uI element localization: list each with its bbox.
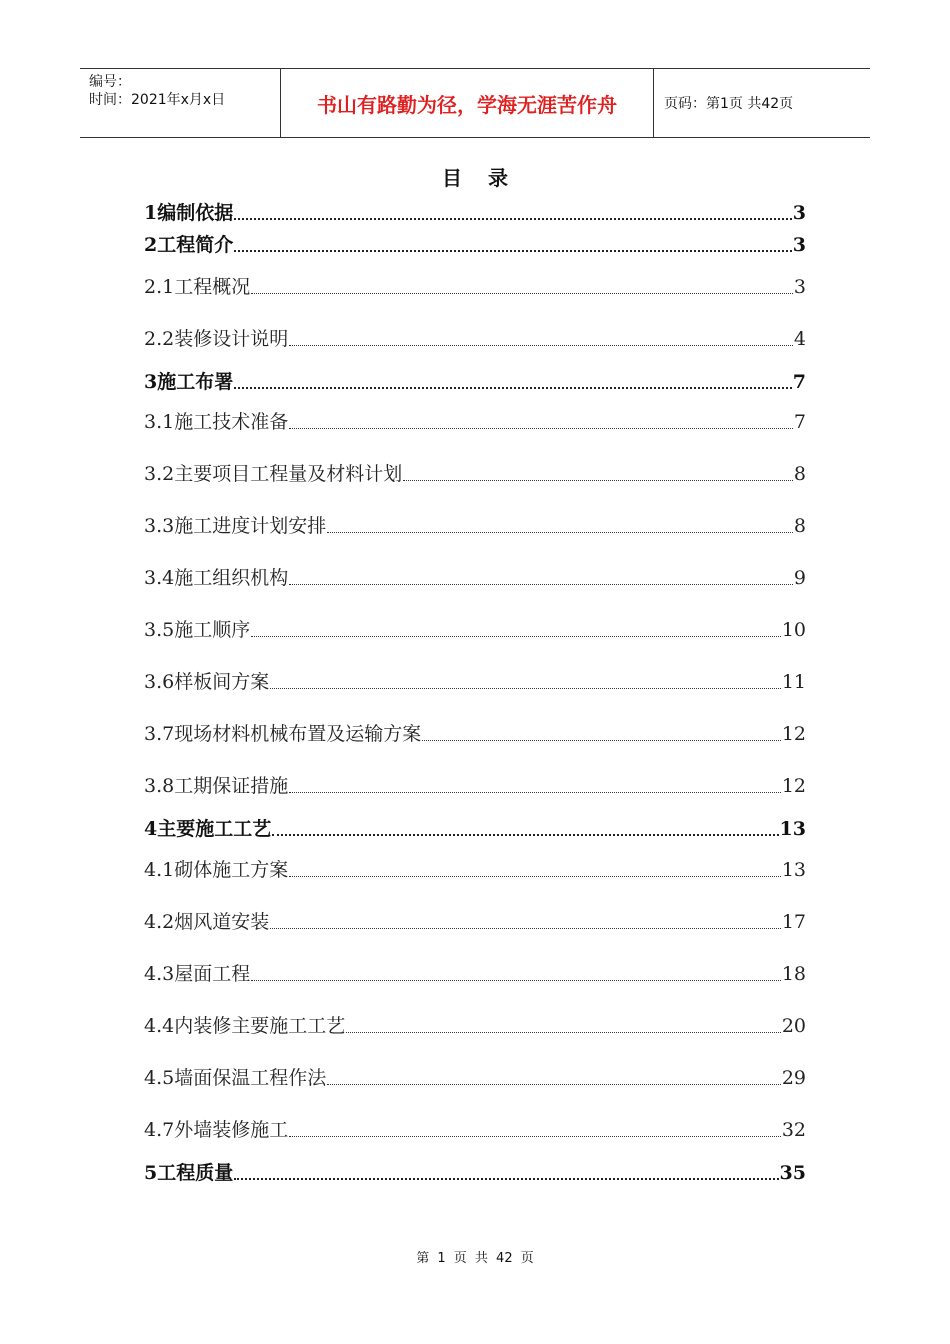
page-footer: 第 1 页 共 42 页	[416, 1251, 534, 1266]
toc-entry[interactable]	[144, 563, 806, 590]
toc-entry-label: 1编制依据	[144, 202, 234, 224]
toc-leader-dots	[403, 480, 793, 481]
toc-entry-page: 3	[792, 234, 806, 256]
page-header	[80, 68, 870, 138]
toc-leader-dots	[289, 584, 793, 585]
toc-entry-page: 3	[792, 202, 806, 224]
toc-entry-page: 35	[779, 1162, 806, 1184]
toc-entry[interactable]	[144, 907, 806, 934]
toc-entry[interactable]	[144, 459, 806, 486]
toc-leader-dots	[272, 834, 778, 836]
time-label: 时间：2021年x月x日	[89, 92, 226, 108]
toc-entry-page: 13	[779, 818, 806, 840]
toc-leader-dots	[327, 532, 793, 533]
toc-entry-page: 11	[781, 671, 806, 693]
toc-entry-label: 4主要施工工艺	[144, 818, 272, 840]
toc-entry-label: 2工程简介	[144, 234, 234, 256]
toc-entry[interactable]	[144, 511, 806, 538]
toc-entry-page: 17	[781, 911, 806, 933]
toc-leader-dots	[270, 688, 781, 689]
toc-entry[interactable]	[144, 324, 806, 351]
toc-entry-label: 3.2主要项目工程量及材料计划	[144, 463, 403, 485]
toc-entry-page: 4	[793, 328, 806, 350]
toc-leader-dots	[251, 293, 793, 294]
toc-entry-label: 3施工布署	[144, 371, 234, 393]
toc-entry[interactable]	[144, 198, 806, 225]
toc-leader-dots	[251, 636, 781, 637]
toc-leader-dots	[289, 792, 781, 793]
toc-leader-dots	[289, 876, 781, 877]
toc-entry[interactable]	[144, 959, 806, 986]
toc-leader-dots	[289, 428, 793, 429]
toc-leader-dots	[327, 1084, 781, 1085]
toc-leader-dots	[270, 928, 781, 929]
toc-leader-dots	[346, 1032, 781, 1033]
toc-entry-label: 4.4内装修主要施工工艺	[144, 1015, 346, 1037]
toc-entry-page: 8	[793, 463, 806, 485]
toc-entry[interactable]	[144, 367, 806, 394]
toc-entry[interactable]	[144, 407, 806, 434]
toc-leader-dots	[289, 345, 793, 346]
code-label: 编号：	[89, 74, 131, 90]
toc-entry-label: 3.3施工进度计划安排	[144, 515, 327, 537]
toc-entry-label: 2.1工程概况	[144, 276, 251, 298]
toc-leader-dots	[234, 218, 792, 220]
toc-leader-dots	[234, 250, 792, 252]
toc-entry[interactable]	[144, 1158, 806, 1185]
toc-entry-label: 5工程质量	[144, 1162, 234, 1184]
header-meta	[80, 69, 281, 137]
toc-entry-page: 13	[781, 859, 806, 881]
toc-entry-page: 7	[793, 411, 806, 433]
header-page-info: 页码：第1页 共42页	[664, 96, 794, 112]
toc-entry-label: 3.4施工组织机构	[144, 567, 289, 589]
toc-entry[interactable]	[144, 1011, 806, 1038]
toc-entry[interactable]	[144, 272, 806, 299]
toc-entry-label: 4.7外墙装修施工	[144, 1119, 289, 1141]
toc-entry[interactable]	[144, 667, 806, 694]
toc-entry[interactable]	[144, 855, 806, 882]
toc-entry-label: 4.3屋面工程	[144, 963, 251, 985]
toc-entry-label: 4.5墙面保温工程作法	[144, 1067, 327, 1089]
toc-entry-page: 20	[781, 1015, 806, 1037]
toc-entry-page: 32	[781, 1119, 806, 1141]
toc-entry-page: 9	[793, 567, 806, 589]
toc-entry-page: 8	[793, 515, 806, 537]
toc-entry[interactable]	[144, 1063, 806, 1090]
toc-leader-dots	[422, 740, 781, 741]
toc-leader-dots	[234, 1178, 778, 1180]
toc-entry[interactable]	[144, 615, 806, 642]
toc-entry-label: 2.2装修设计说明	[144, 328, 289, 350]
toc-leader-dots	[289, 1136, 781, 1137]
toc-entry-label: 3.7现场材料机械布置及运输方案	[144, 723, 422, 745]
toc-leader-dots	[234, 387, 792, 389]
toc-entry[interactable]	[144, 719, 806, 746]
toc-entry[interactable]	[144, 814, 806, 841]
toc-entry-label: 4.1砌体施工方案	[144, 859, 289, 881]
toc-entry-page: 18	[781, 963, 806, 985]
toc-entry-page: 12	[781, 723, 806, 745]
toc-entry[interactable]	[144, 771, 806, 798]
toc-leader-dots	[251, 980, 781, 981]
toc-entry-page: 29	[781, 1067, 806, 1089]
toc-entry[interactable]	[144, 1115, 806, 1142]
toc-entry-page: 10	[781, 619, 806, 641]
header-slogan: 书山有路勤为径，学海无涯苦作舟	[281, 69, 654, 137]
toc-entry-label: 4.2烟风道安装	[144, 911, 270, 933]
toc-entry-page: 3	[793, 276, 806, 298]
toc-entry-label: 3.8工期保证措施	[144, 775, 289, 797]
toc-entry-page: 12	[781, 775, 806, 797]
toc-entry-label: 3.6样板间方案	[144, 671, 270, 693]
toc-title: 目录	[442, 166, 534, 190]
toc-entry-label: 3.5施工顺序	[144, 619, 251, 641]
toc-entry-page: 7	[792, 371, 806, 393]
toc-entry-label: 3.1施工技术准备	[144, 411, 289, 433]
toc-entry[interactable]	[144, 230, 806, 257]
